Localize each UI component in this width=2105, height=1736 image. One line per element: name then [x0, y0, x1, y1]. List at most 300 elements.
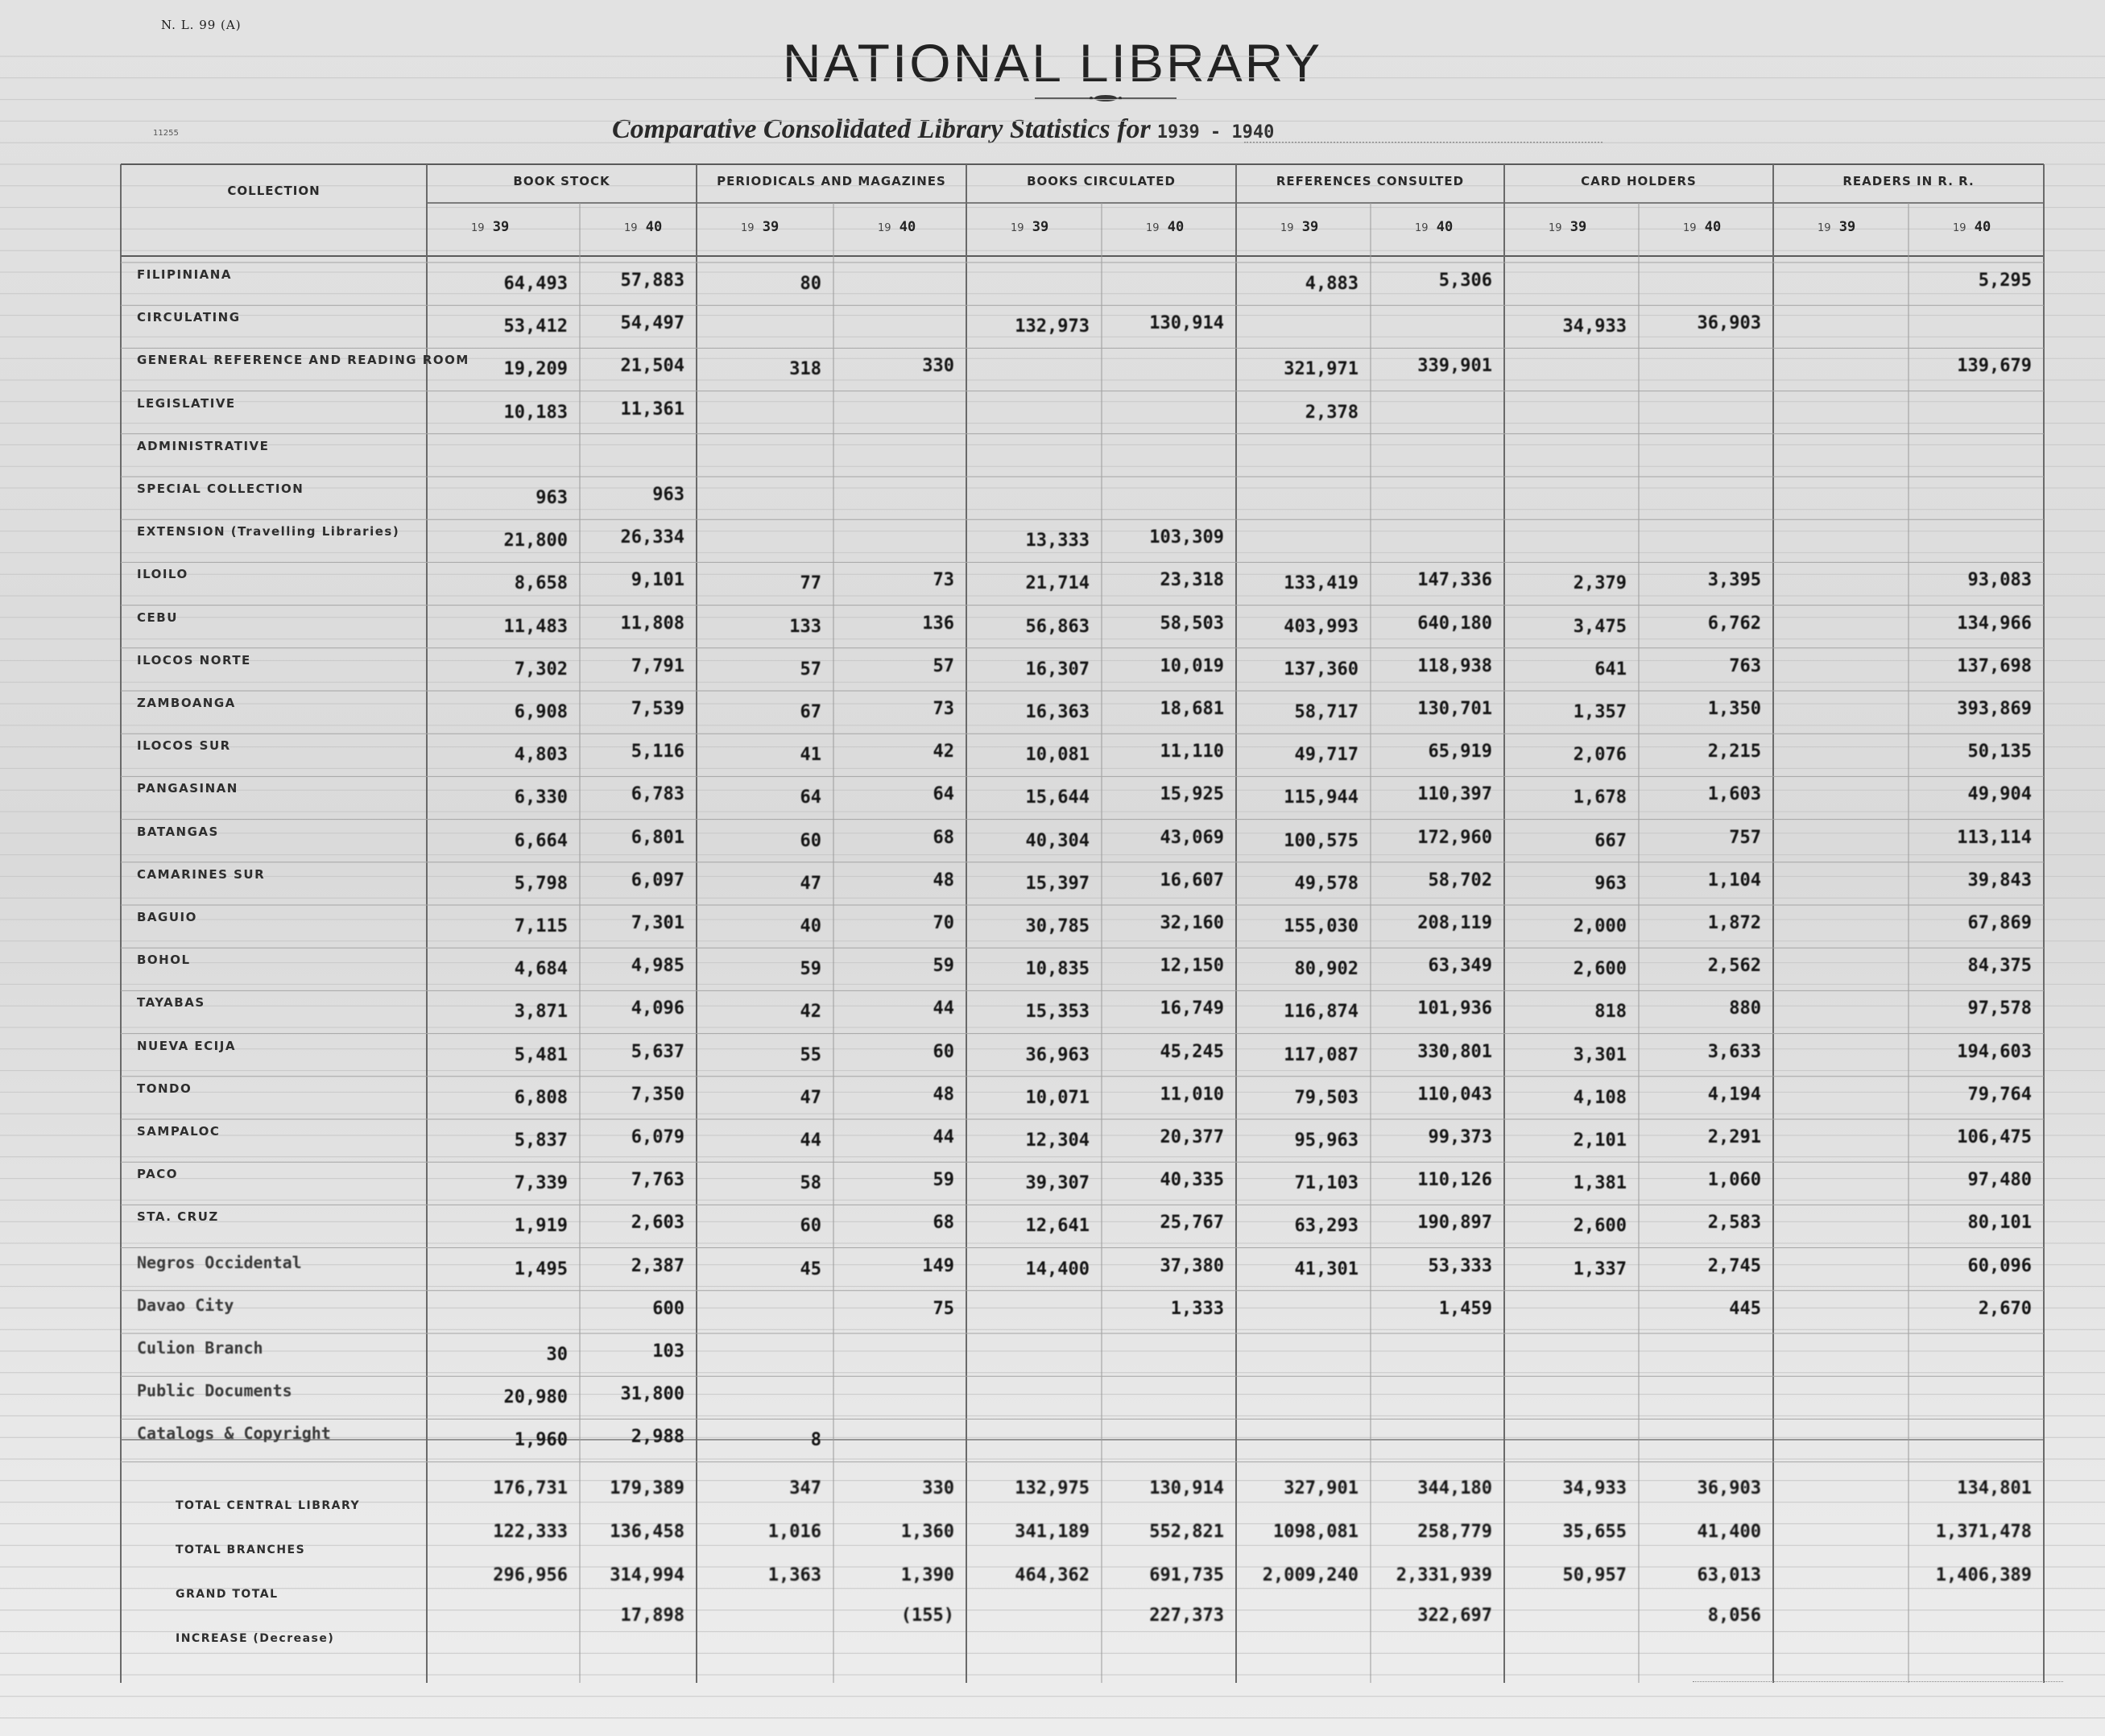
table-cell: 1,495: [514, 1259, 568, 1279]
row-label: Public Documents: [137, 1381, 292, 1401]
table-cell: 2,583: [1707, 1213, 1761, 1234]
table-cell: 110,126: [1417, 1170, 1492, 1191]
table-cell: 84,375: [1967, 956, 2032, 977]
group-header: READERS IN R. R.: [1842, 174, 1975, 188]
year-prefix: 19: [1415, 222, 1429, 234]
table-cell: 12,150: [1160, 956, 1224, 977]
group-header: PERIODICALS AND MAGAZINES: [717, 174, 946, 188]
table-cell: 1,960: [514, 1430, 568, 1451]
table-cell: 15,644: [1025, 787, 1090, 808]
year-prefix: 19: [1818, 222, 1831, 234]
table-cell: 14,400: [1025, 1259, 1090, 1279]
table-cell: 2,562: [1707, 956, 1761, 977]
table-cell: 57: [800, 659, 821, 680]
table-cell: 339,901: [1417, 356, 1492, 377]
table-cell: 6,762: [1707, 613, 1761, 634]
table-cell: 5,837: [514, 1130, 568, 1151]
row-label: BATANGAS: [137, 824, 219, 839]
table-cell: 60: [933, 1041, 954, 1062]
table-cell: 445: [1729, 1298, 1761, 1319]
table-cell: 68: [933, 1213, 954, 1234]
table-cell: 1,678: [1573, 787, 1627, 808]
table-cell: 4,194: [1707, 1084, 1761, 1105]
table-cell: 4,684: [514, 959, 568, 980]
year-label: [1683, 219, 1721, 235]
group-header: BOOK STOCK: [513, 174, 610, 188]
table-cell: 133: [789, 616, 821, 637]
totals-cell: 258,779: [1417, 1522, 1492, 1542]
table-cell: 7,350: [631, 1084, 684, 1105]
table-cell: 139,679: [1957, 356, 2032, 377]
row-label: GENERAL REFERENCE AND READING ROOM: [137, 353, 469, 368]
table-cell: 190,897: [1417, 1213, 1492, 1234]
table-cell: 75: [933, 1298, 954, 1319]
totals-cell: 2,009,240: [1262, 1565, 1359, 1585]
table-cell: 42: [933, 742, 954, 763]
table-cell: 11,808: [620, 613, 684, 634]
table-cell: 60,096: [1967, 1255, 2032, 1276]
table-cell: 58,717: [1294, 702, 1359, 722]
table-cell: 103: [652, 1341, 684, 1362]
table-cell: 1,919: [514, 1216, 568, 1237]
signature-line: [1693, 1681, 2063, 1682]
table-cell: 149: [922, 1255, 954, 1276]
table-cell: 57: [933, 655, 954, 676]
row-label: ILOILO: [137, 567, 188, 582]
table-cell: 136: [922, 613, 954, 634]
row-label: SPECIAL COLLECTION: [137, 482, 304, 496]
totals-cell: 464,362: [1015, 1565, 1090, 1585]
table-cell: 1,459: [1438, 1298, 1492, 1319]
totals-cell: 8,056: [1707, 1606, 1761, 1626]
year-prefix: 19: [1146, 222, 1160, 234]
year-value: 39: [1830, 219, 1856, 235]
table-cell: 147,336: [1417, 570, 1492, 591]
table-cell: 6,330: [514, 787, 568, 808]
table-cell: 50,135: [1967, 742, 2032, 763]
year-value: 40: [891, 219, 916, 235]
row-label: LEGISLATIVE: [137, 395, 236, 411]
totals-cell: 35,655: [1562, 1522, 1627, 1542]
group-header: REFERENCES CONSULTED: [1276, 174, 1465, 188]
table-cell: 7,302: [514, 659, 568, 680]
table-cell: 3,475: [1573, 616, 1627, 637]
table-cell: 4,803: [514, 745, 568, 766]
table-cell: 49,578: [1294, 873, 1359, 894]
table-cell: 37,380: [1160, 1255, 1224, 1276]
table-cell: 2,076: [1573, 745, 1627, 766]
table-cell: 39,843: [1967, 870, 2032, 891]
table-cell: 133,419: [1284, 573, 1359, 594]
table-cell: 45,245: [1160, 1041, 1224, 1062]
totals-cell: 176,731: [493, 1478, 568, 1498]
table-cell: 116,874: [1284, 1002, 1359, 1023]
table-cell: 48: [933, 870, 954, 891]
table-cell: 818: [1594, 1002, 1627, 1023]
table-cell: 12,641: [1025, 1216, 1090, 1237]
table-cell: 117,087: [1284, 1044, 1359, 1065]
table-cell: 3,871: [514, 1002, 568, 1023]
year-prefix: 19: [1280, 222, 1294, 234]
table-cell: 8: [810, 1430, 821, 1451]
table-cell: 2,387: [631, 1255, 684, 1276]
table-cell: 115,944: [1284, 787, 1359, 808]
table-cell: 11,110: [1160, 742, 1224, 763]
table-cell: 2,378: [1305, 402, 1359, 423]
table-cell: 30,785: [1025, 916, 1090, 936]
totals-label: INCREASE (Decrease): [176, 1632, 335, 1645]
subtitle-years: 1939 - 1940: [1156, 122, 1275, 143]
table-cell: 63,349: [1428, 956, 1492, 977]
table-cell: 10,071: [1025, 1087, 1090, 1108]
table-cell: 134,966: [1957, 613, 2032, 634]
table-cell: 39,307: [1025, 1173, 1090, 1194]
row-label: CIRCULATING: [137, 310, 241, 325]
table-cell: 48: [933, 1084, 954, 1105]
table-cell: 58,503: [1160, 613, 1224, 634]
table-cell: 60: [800, 830, 821, 851]
table-cell: 963: [652, 485, 684, 505]
table-cell: 7,301: [631, 913, 684, 933]
table-cell: 12,304: [1025, 1130, 1090, 1151]
totals-cell: 1,360: [900, 1522, 954, 1542]
table-cell: 64,493: [503, 274, 568, 294]
table-cell: 5,295: [1978, 271, 2032, 291]
table-cell: 15,925: [1160, 784, 1224, 805]
table-cell: 7,791: [631, 655, 684, 676]
table-cell: 403,993: [1284, 616, 1359, 637]
year-value: 40: [1696, 219, 1722, 235]
table-cell: 5,116: [631, 742, 684, 763]
year-value: 39: [754, 219, 780, 235]
totals-cell: 552,821: [1149, 1522, 1224, 1542]
table-cell: 20,377: [1160, 1127, 1224, 1147]
totals-cell: 1,390: [900, 1565, 954, 1585]
totals-cell: 1,363: [767, 1565, 821, 1585]
table-cell: 21,504: [620, 356, 684, 377]
year-value: 40: [637, 219, 663, 235]
table-cell: 11,483: [503, 616, 568, 637]
table-cell: 10,183: [503, 402, 568, 423]
year-value: 39: [1561, 219, 1587, 235]
year-value: 39: [1293, 219, 1319, 235]
table-cell: 2,215: [1707, 742, 1761, 763]
row-label: ZAMBOANGA: [137, 696, 236, 710]
table-cell: 4,108: [1573, 1087, 1627, 1108]
table-cell: 640,180: [1417, 613, 1492, 634]
table-cell: 71,103: [1294, 1173, 1359, 1194]
totals-cell: 36,903: [1697, 1478, 1761, 1498]
table-cell: 208,119: [1417, 913, 1492, 933]
table-cell: 2,379: [1573, 573, 1627, 594]
table-cell: 68: [933, 827, 954, 848]
table-cell: 7,763: [631, 1170, 684, 1191]
table-cell: 2,600: [1573, 959, 1627, 980]
totals-cell: 1,016: [767, 1522, 821, 1542]
year-label: [624, 219, 662, 235]
row-label: STA. CRUZ: [137, 1209, 219, 1225]
table-cell: 80: [800, 274, 821, 294]
table-cell: 318: [789, 359, 821, 380]
table-cell: 330: [922, 356, 954, 377]
table-cell: 963: [536, 488, 568, 508]
table-cell: 41: [800, 745, 821, 766]
table-cell: 53,412: [503, 316, 568, 337]
table-cell: 3,395: [1707, 570, 1761, 591]
table-cell: 137,360: [1284, 659, 1359, 680]
table-cell: 155,030: [1284, 916, 1359, 936]
table-cell: 106,475: [1957, 1127, 2032, 1147]
table-cell: 393,869: [1957, 699, 2032, 719]
year-label: [1953, 219, 1991, 235]
table-cell: 40: [800, 916, 821, 936]
table-cell: 64: [800, 787, 821, 808]
table-cell: 20,980: [503, 1387, 568, 1408]
table-cell: 57,883: [620, 271, 684, 291]
form-number: N. L. 99 (A): [161, 18, 242, 32]
row-label: Davao City: [137, 1295, 234, 1315]
table-cell: 5,481: [514, 1044, 568, 1065]
year-value: 39: [1024, 219, 1049, 235]
row-label: NUEVA ECIJA: [137, 1038, 236, 1053]
table-cell: 25,767: [1160, 1213, 1224, 1234]
table-cell: 42: [800, 1002, 821, 1023]
totals-cell: 136,458: [610, 1522, 684, 1542]
year-label: [471, 219, 509, 235]
year-prefix: 19: [1683, 222, 1697, 234]
year-label: [1146, 219, 1184, 235]
table-cell: 55: [800, 1044, 821, 1065]
row-label: BOHOL: [137, 953, 191, 968]
table-cell: 36,903: [1697, 313, 1761, 334]
document-number: 11255: [153, 129, 179, 138]
totals-cell: 17,898: [620, 1606, 684, 1626]
row-label: BAGUIO: [137, 910, 197, 924]
totals-cell: 122,333: [493, 1522, 568, 1542]
year-value: 40: [1159, 219, 1185, 235]
table-cell: 21,800: [503, 531, 568, 552]
table-cell: 30: [546, 1345, 568, 1365]
table-cell: 73: [933, 570, 954, 591]
table-cell: 32,160: [1160, 913, 1224, 933]
table-cell: 59: [800, 959, 821, 980]
year-prefix: 19: [741, 222, 755, 234]
table-cell: 3,301: [1573, 1044, 1627, 1065]
table-cell: 49,904: [1967, 784, 2032, 805]
table-cell: 80,101: [1967, 1213, 2032, 1234]
year-value: 39: [484, 219, 510, 235]
table-cell: 101,936: [1417, 998, 1492, 1019]
table-cell: 99,373: [1428, 1127, 1492, 1147]
row-label: CAMARINES SUR: [137, 866, 266, 882]
table-cell: 79,503: [1294, 1087, 1359, 1108]
table-cell: 10,019: [1160, 655, 1224, 676]
table-cell: 67: [800, 702, 821, 722]
totals-cell: 322,697: [1417, 1606, 1492, 1626]
year-prefix: 19: [1011, 222, 1024, 234]
year-prefix: 19: [878, 222, 891, 234]
group-header: BOOKS CIRCULATED: [1027, 174, 1176, 188]
row-label: Culion Branch: [137, 1338, 263, 1358]
table-cell: 93,083: [1967, 570, 2032, 591]
table-cell: 34,933: [1562, 316, 1627, 337]
year-label: [1280, 219, 1318, 235]
table-cell: 11,361: [620, 399, 684, 420]
row-label: FILIPINIANA: [137, 267, 232, 282]
table-cell: 2,101: [1573, 1130, 1627, 1151]
totals-cell: (155): [900, 1606, 954, 1626]
totals-cell: 1,371,478: [1935, 1522, 2032, 1542]
table-cell: 49,717: [1294, 745, 1359, 766]
table-cell: 5,306: [1438, 271, 1492, 291]
totals-label: TOTAL CENTRAL LIBRARY: [176, 1499, 361, 1512]
table-cell: 40,335: [1160, 1170, 1224, 1191]
table-cell: 16,607: [1160, 870, 1224, 891]
table-cell: 40,304: [1025, 830, 1090, 851]
table-cell: 113,114: [1957, 827, 2032, 848]
table-cell: 330,801: [1417, 1041, 1492, 1062]
collection-header: COLLECTION: [227, 184, 321, 198]
table-cell: 8,658: [514, 573, 568, 594]
table-cell: 80,902: [1294, 959, 1359, 980]
table-cell: 2,600: [1573, 1216, 1627, 1237]
table-cell: 41,301: [1294, 1259, 1359, 1279]
year-label: [878, 219, 916, 235]
table-cell: 95,963: [1294, 1130, 1359, 1151]
totals-cell: 296,956: [493, 1565, 568, 1585]
totals-cell: 179,389: [610, 1478, 684, 1498]
table-cell: 130,914: [1149, 313, 1224, 334]
table-cell: 130,701: [1417, 699, 1492, 719]
totals-cell: 34,933: [1562, 1478, 1627, 1498]
table-cell: 44: [933, 1127, 954, 1147]
year-value: 40: [1966, 219, 1991, 235]
table-cell: 45: [800, 1259, 821, 1279]
row-label: ADMINISTRATIVE: [137, 438, 270, 453]
table-cell: 16,307: [1025, 659, 1090, 680]
table-cell: 65,919: [1428, 742, 1492, 763]
table-cell: 600: [652, 1298, 684, 1319]
page-title: NATIONAL LIBRARY: [782, 33, 1323, 93]
year-prefix: 19: [624, 222, 638, 234]
table-cell: 103,309: [1149, 527, 1224, 548]
table-cell: 2,745: [1707, 1255, 1761, 1276]
table-cell: 137,698: [1957, 655, 2032, 676]
totals-label: TOTAL BRANCHES: [176, 1544, 306, 1556]
totals-cell: 41,400: [1697, 1522, 1761, 1542]
table-cell: 59: [933, 956, 954, 977]
totals-cell: 130,914: [1149, 1478, 1224, 1498]
table-cell: 97,480: [1967, 1170, 2032, 1191]
table-cell: 100,575: [1284, 830, 1359, 851]
table-cell: 6,783: [631, 784, 684, 805]
table-cell: 321,971: [1284, 359, 1359, 380]
table-cell: 1,357: [1573, 702, 1627, 722]
table-cell: 13,333: [1025, 531, 1090, 552]
row-label: SAMPALOC: [137, 1124, 221, 1139]
table-cell: 6,801: [631, 827, 684, 848]
table-cell: 5,798: [514, 873, 568, 894]
table-cell: 6,908: [514, 702, 568, 722]
table-cell: 58,702: [1428, 870, 1492, 891]
table-cell: 59: [933, 1170, 954, 1191]
table-cell: 73: [933, 699, 954, 719]
table-cell: 4,096: [631, 998, 684, 1019]
year-label: [1415, 219, 1453, 235]
totals-cell: 347: [789, 1478, 821, 1498]
year-prefix: 19: [1953, 222, 1966, 234]
table-cell: 58: [800, 1173, 821, 1194]
row-label: EXTENSION (Travelling Libraries): [137, 524, 400, 539]
table-cell: 7,115: [514, 916, 568, 936]
year-prefix: 19: [471, 222, 485, 234]
table-cell: 67,869: [1967, 913, 2032, 933]
table-cell: 2,988: [631, 1427, 684, 1448]
table-cell: 23,318: [1160, 570, 1224, 591]
table-cell: 31,800: [620, 1384, 684, 1405]
table-cell: 1,872: [1707, 913, 1761, 933]
totals-cell: 341,189: [1015, 1522, 1090, 1542]
subtitle-text: Comparative Consolidated Library Statistics for: [612, 114, 1151, 144]
totals-cell: 2,331,939: [1396, 1565, 1492, 1585]
table-cell: 110,043: [1417, 1084, 1492, 1105]
table-cell: 4,985: [631, 956, 684, 977]
table-cell: 5,637: [631, 1041, 684, 1062]
table-cell: 18,681: [1160, 699, 1224, 719]
row-label: ILOCOS SUR: [137, 738, 231, 754]
table-cell: 880: [1729, 998, 1761, 1019]
totals-cell: 314,994: [610, 1565, 684, 1585]
table-cell: 641: [1594, 659, 1627, 680]
row-label: CEBU: [137, 610, 178, 625]
table-cell: 7,539: [631, 699, 684, 719]
table-cell: 63,293: [1294, 1216, 1359, 1237]
table-cell: 118,938: [1417, 655, 1492, 676]
table-cell: 6,097: [631, 870, 684, 891]
year-value: 40: [1428, 219, 1454, 235]
table-cell: 1,603: [1707, 784, 1761, 805]
totals-cell: 50,957: [1562, 1565, 1627, 1585]
table-cell: 3,633: [1707, 1041, 1761, 1062]
table-cell: 2,000: [1573, 916, 1627, 936]
table-cell: 1,337: [1573, 1259, 1627, 1279]
totals-cell: 63,013: [1697, 1565, 1761, 1585]
table-cell: 757: [1729, 827, 1761, 848]
table-cell: 79,764: [1967, 1084, 2032, 1105]
totals-cell: 132,975: [1015, 1478, 1090, 1498]
year-prefix: 19: [1549, 222, 1562, 234]
table-cell: 77: [800, 573, 821, 594]
table-cell: 44: [800, 1130, 821, 1151]
table-cell: 963: [1594, 873, 1627, 894]
table-cell: 763: [1729, 655, 1761, 676]
totals-cell: 344,180: [1417, 1478, 1492, 1498]
row-label: ILOCOS NORTE: [137, 652, 251, 668]
table-cell: 6,808: [514, 1087, 568, 1108]
table-cell: 132,973: [1015, 316, 1090, 337]
table-cell: 194,603: [1957, 1041, 2032, 1062]
table-cell: 1,060: [1707, 1170, 1761, 1191]
table-cell: 667: [1594, 830, 1627, 851]
table-cell: 11,010: [1160, 1084, 1224, 1105]
table-cell: 26,334: [620, 527, 684, 548]
table-cell: 16,363: [1025, 702, 1090, 722]
totals-label: GRAND TOTAL: [176, 1588, 279, 1601]
table-cell: 47: [800, 873, 821, 894]
table-cell: 1,104: [1707, 870, 1761, 891]
table-cell: 15,397: [1025, 873, 1090, 894]
totals-cell: 1,406,389: [1935, 1565, 2032, 1585]
